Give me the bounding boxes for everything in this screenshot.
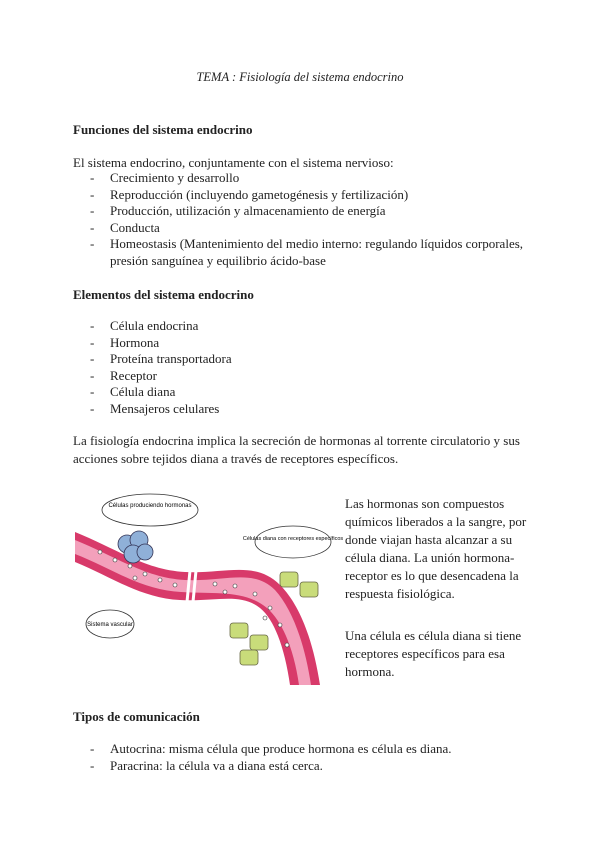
label-target: Células diana con receptores específicos	[242, 536, 344, 542]
list-item: - Mensajeros celulares	[90, 401, 530, 418]
list-item: - Crecimiento y desarrollo	[90, 170, 530, 187]
list-item: - Célula endocrina	[90, 318, 530, 335]
document-title: TEMA : Fisiología del sistema endocrino	[196, 70, 404, 84]
side-paragraph-1: Las hormonas son compuestos químicos liberados a la sangre, por donde viajan hasta alcanzar a su célula diana. La unión hormona-receptor es lo que desencadena la respuesta fisiológica.	[345, 496, 527, 601]
side-paragraph-2: Una célula es célula diana si tiene receptores específicos para esa hormona.	[345, 628, 522, 679]
list-item: - Receptor	[90, 368, 530, 385]
list-item: - Reproducción (incluyendo gametogénesis y fertilización)	[90, 187, 530, 204]
list-item: - Paracrina: la célula va a diana está cerca.	[90, 758, 550, 775]
list-item: - Proteína transportadora	[90, 351, 530, 368]
section-heading-elementos: Elementos del sistema endocrino	[73, 287, 254, 302]
endocrine-diagram	[75, 490, 344, 685]
section-intro: El sistema endocrino, conjuntamente con el sistema nervioso:	[73, 155, 394, 170]
label-vascular: Sistema vascular	[87, 622, 133, 628]
list-item: - Conducta	[90, 220, 530, 237]
callout-target	[255, 526, 331, 558]
label-producing: Células produciendo hormonas	[108, 503, 192, 509]
tipos-list	[90, 741, 550, 774]
list-item: - Homeostasis (Mantenimiento del medio interno: regulando líquidos corporales, presión sanguínea y equilibrio ácido-base	[90, 236, 530, 269]
list-item: - Autocrina: misma célula que produce hormona es célula es diana.	[90, 741, 550, 758]
elementos-list	[90, 318, 530, 418]
funciones-list	[90, 170, 530, 270]
callout-producing	[102, 494, 198, 526]
list-item: - Hormona	[90, 335, 530, 352]
list-item: - Producción, utilización y almacenamiento de energía	[90, 203, 530, 220]
fisiologia-paragraph: La fisiología endocrina implica la secreción de hormonas al torrente circulatorio y sus acciones sobre tejidos diana a través de receptores específicos.	[73, 433, 520, 466]
section-heading-funciones: Funciones del sistema endocrino	[73, 122, 253, 137]
section-heading-tipos: Tipos de comunicación	[73, 709, 200, 724]
list-item: - Célula diana	[90, 384, 530, 401]
